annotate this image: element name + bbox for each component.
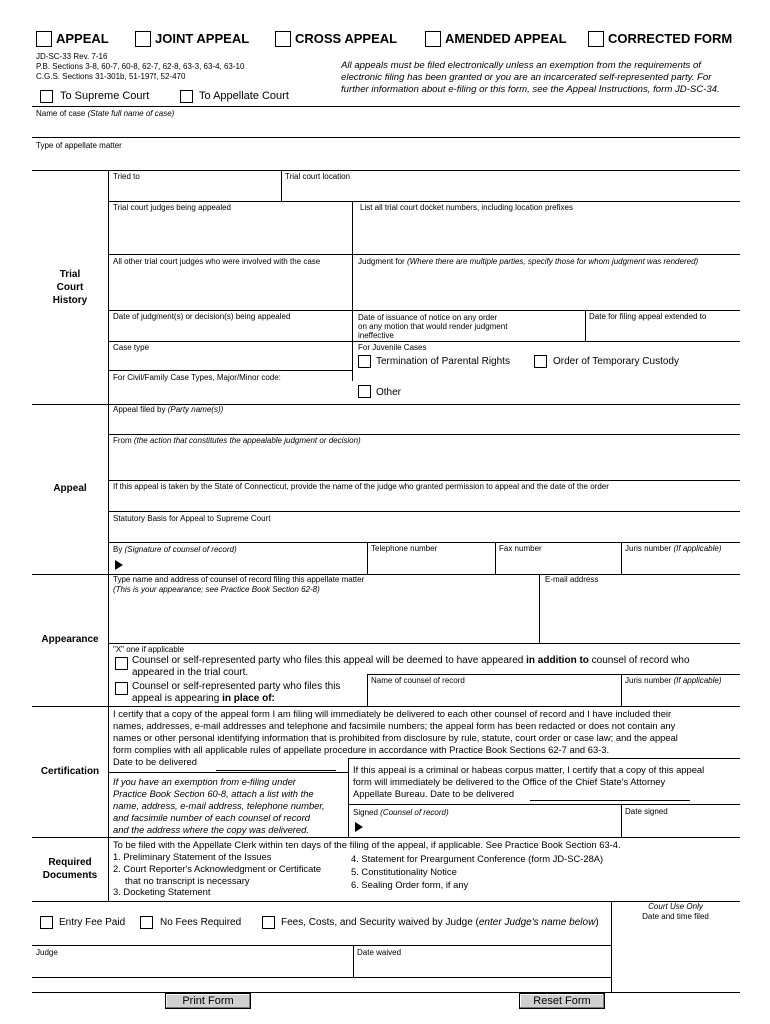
x-one-label: "X" one if applicable	[113, 645, 185, 654]
criminal-line-2: form will immediately be delivered to the Office of the Chief State's Attorney	[353, 776, 666, 787]
tpr-label: Termination of Parental Rights	[376, 356, 510, 367]
appearance-hint: (This is your appearance; see Practice Book Section 62-8)	[113, 585, 320, 594]
otc-label: Order of Temporary Custody	[553, 356, 679, 367]
appearance-section-title: Appearance	[41, 634, 99, 645]
pb-sections: P.B. Sections 3-8, 60-7, 60-8, 62-7, 62-8, 63-3, 63-4, 63-10	[36, 62, 245, 71]
required-doc-1: 1. Preliminary Statement of the Issues	[113, 851, 272, 862]
from-label: From (the action that constitutes the appealable judgment or decision)	[113, 436, 361, 445]
case-type-label: Case type	[113, 343, 150, 352]
joint-appeal-checkbox[interactable]	[135, 31, 151, 47]
exemption-line-3: name, address, e-mail address, telephone number,	[113, 800, 325, 811]
joint-appeal-option-label: JOINT APPEAL	[155, 31, 250, 46]
fax-label: Fax number	[499, 544, 542, 553]
in-place-of-checkbox[interactable]	[115, 682, 128, 695]
case-name-label: Name of case (State full name of case)	[36, 109, 175, 118]
required-documents-title: Required Documents	[42, 857, 98, 881]
required-doc-5: 5. Constitutionality Notice	[351, 866, 457, 877]
juris-label: Juris number (If applicable)	[625, 544, 722, 553]
appeal-section-title: Appeal	[53, 483, 87, 494]
civil-code-label: For Civil/Family Case Types, Major/Minor code:	[113, 373, 281, 382]
telephone-label: Telephone number	[371, 544, 438, 553]
e-filing-notice: All appeals must be filed electronically unless an exemption from the requirements of electronic filing has been granted or you are an incarcerated self-represented party. For further information about e-filing or this form, see the Appeal Instructions, form JD-SC-34.	[341, 60, 720, 95]
certification-section-title: Certification	[40, 766, 100, 777]
in-place-of-text: Counsel or self-represented party who files this	[132, 681, 341, 692]
otc-checkbox[interactable]	[534, 355, 547, 368]
appellate-court-checkbox[interactable]	[180, 90, 193, 103]
date-delivered-label: Date to be delivered	[113, 756, 197, 767]
exemption-line-4: and facsimile number of each counsel of record	[113, 812, 310, 823]
fees-waived-checkbox[interactable]	[262, 916, 275, 929]
criminal-line-3: Appellate Bureau. Date to be delivered	[353, 788, 515, 799]
appellate-matter-label: Type of appellate matter	[36, 141, 122, 150]
tried-to-label: Tried to	[113, 172, 140, 181]
no-fees-checkbox[interactable]	[140, 916, 153, 929]
trial-location-label: Trial court location	[285, 172, 351, 181]
judge-label: Judge	[36, 948, 58, 957]
certification-line-4: form complies with all applicable rules of appellate procedure in accordance with Practice Book Sections 62-7 and 63-3.	[113, 744, 610, 755]
appeal-option-label: APPEAL	[56, 31, 109, 46]
exemption-line-2: Practice Book Section 60-8, attach a list with the	[113, 788, 314, 799]
signature-label: By (Signature of counsel of record)	[113, 545, 237, 554]
court-use-only-label: Court Use Only	[648, 902, 703, 911]
cross-appeal-option-label: CROSS APPEAL	[295, 31, 398, 46]
appeal-checkbox[interactable]	[36, 31, 52, 47]
print-form-button[interactable]: Print Form	[165, 993, 251, 1009]
docket-numbers-label: List all trial court docket numbers, including location prefixes	[360, 203, 573, 212]
appellate-court-label: To Appellate Court	[199, 90, 289, 102]
reset-form-button[interactable]: Reset Form	[519, 993, 605, 1009]
criminal-line-1: If this appeal is a criminal or habeas corpus matter, I certify that a copy of this appeal	[353, 764, 705, 775]
signed-arrow-icon	[355, 822, 363, 832]
signature-arrow-icon	[115, 560, 123, 570]
trial-court-history-title: Trial Court History	[52, 269, 88, 306]
no-fees-label: No Fees Required	[160, 917, 242, 928]
filed-by-label: Appeal filed by (Party name(s))	[113, 405, 224, 414]
date-signed-label: Date signed	[625, 807, 668, 816]
certification-line-2: names, addresses, e-mail addresses and telephone and facsimile numbers; the appeal form has been redacted or does not contain any	[113, 720, 676, 731]
other-judges-label: All other trial court judges who were involved with the case	[113, 257, 321, 266]
required-intro: To be filed with the Appellate Clerk within ten days of the filing of the appeal, if applicable. See Practice Book Section 63-4.	[113, 839, 621, 850]
other-case-label: Other	[376, 387, 402, 398]
extended-date-label: Date for filing appeal extended to	[589, 312, 707, 321]
required-doc-4: 4. Statement for Preargument Conference (form JD-SC-28A)	[351, 853, 604, 864]
date-time-filed-label: Date and time filed	[642, 912, 709, 921]
appearance-juris-label: Juris number (If applicable)	[625, 676, 722, 685]
corrected-form-option-label: CORRECTED FORM	[608, 31, 733, 46]
counsel-of-record-label: Name of counsel of record	[371, 676, 465, 685]
juvenile-cases-label: For Juvenile Cases	[358, 343, 427, 352]
notice-date-label: Date of issuance of notice on any order on any motion that would render judgment ineffective	[358, 313, 508, 340]
counsel-name-address-label: Type name and address of counsel of record filing this appellate matter	[113, 575, 365, 584]
state-judge-label: If this appeal is taken by the State of Connecticut, provide the name of the judge who granted permission to appeal and the date of the order	[113, 482, 609, 491]
amended-appeal-option-label: AMENDED APPEAL	[445, 31, 567, 46]
required-doc-3: 3. Docketing Statement	[113, 886, 211, 897]
form-id: JD-SC-33 Rev. 7-16	[36, 52, 108, 61]
entry-fee-label: Entry Fee Paid	[59, 917, 126, 928]
required-doc-2b: that no transcript is necessary	[125, 875, 250, 886]
email-label: E-mail address	[545, 575, 599, 584]
judgment-for-label: Judgment for (Where there are multiple parties, specify those for whom judgment was rendered)	[358, 257, 699, 266]
required-doc-2: 2. Court Reporter's Acknowledgment or Certificate	[113, 863, 322, 874]
in-addition-text: Counsel or self-represented party who files this appeal will be deemed to have appeared in addition to counsel of record who	[132, 655, 690, 666]
supreme-court-label: To Supreme Court	[60, 90, 150, 102]
other-case-checkbox[interactable]	[358, 385, 371, 398]
supreme-court-checkbox[interactable]	[40, 90, 53, 103]
entry-fee-checkbox[interactable]	[40, 916, 53, 929]
exemption-line-1: If you have an exemption from e-filing under	[113, 776, 296, 787]
cgs-sections: C.G.S. Sections 31-301b, 51-197f, 52-470	[36, 72, 186, 81]
fees-waived-label: Fees, Costs, and Security waived by Judge (enter Judge's name below)	[281, 917, 599, 928]
signed-label: Signed (Counsel of record)	[353, 808, 449, 817]
in-addition-checkbox[interactable]	[115, 657, 128, 670]
certification-line-3: names or other personal identifying information that is prohibited from disclosure by rule, statute, court order or case law; and the appeal	[113, 732, 678, 743]
trial-judges-label: Trial court judges being appealed	[113, 203, 232, 212]
judgment-date-label: Date of judgment(s) or decision(s) being appealed	[113, 312, 291, 321]
amended-appeal-checkbox[interactable]	[425, 31, 441, 47]
date-waived-label: Date waived	[357, 948, 402, 957]
exemption-line-5: and the address where the copy was delivered.	[113, 824, 309, 835]
in-addition-text-2: appeared in the trial court.	[132, 667, 249, 678]
corrected-form-checkbox[interactable]	[588, 31, 604, 47]
tpr-checkbox[interactable]	[358, 355, 371, 368]
required-doc-6: 6. Sealing Order form, if any	[351, 879, 469, 890]
in-place-of-text-2: appeal is appearing in place of:	[132, 693, 275, 704]
statutory-basis-label: Statutory Basis for Appeal to Supreme Court	[113, 514, 271, 523]
cross-appeal-checkbox[interactable]	[275, 31, 291, 47]
certification-line-1: I certify that a copy of the appeal form I am filing will immediately be delivered to each other counsel of record and I have included their	[113, 708, 672, 719]
